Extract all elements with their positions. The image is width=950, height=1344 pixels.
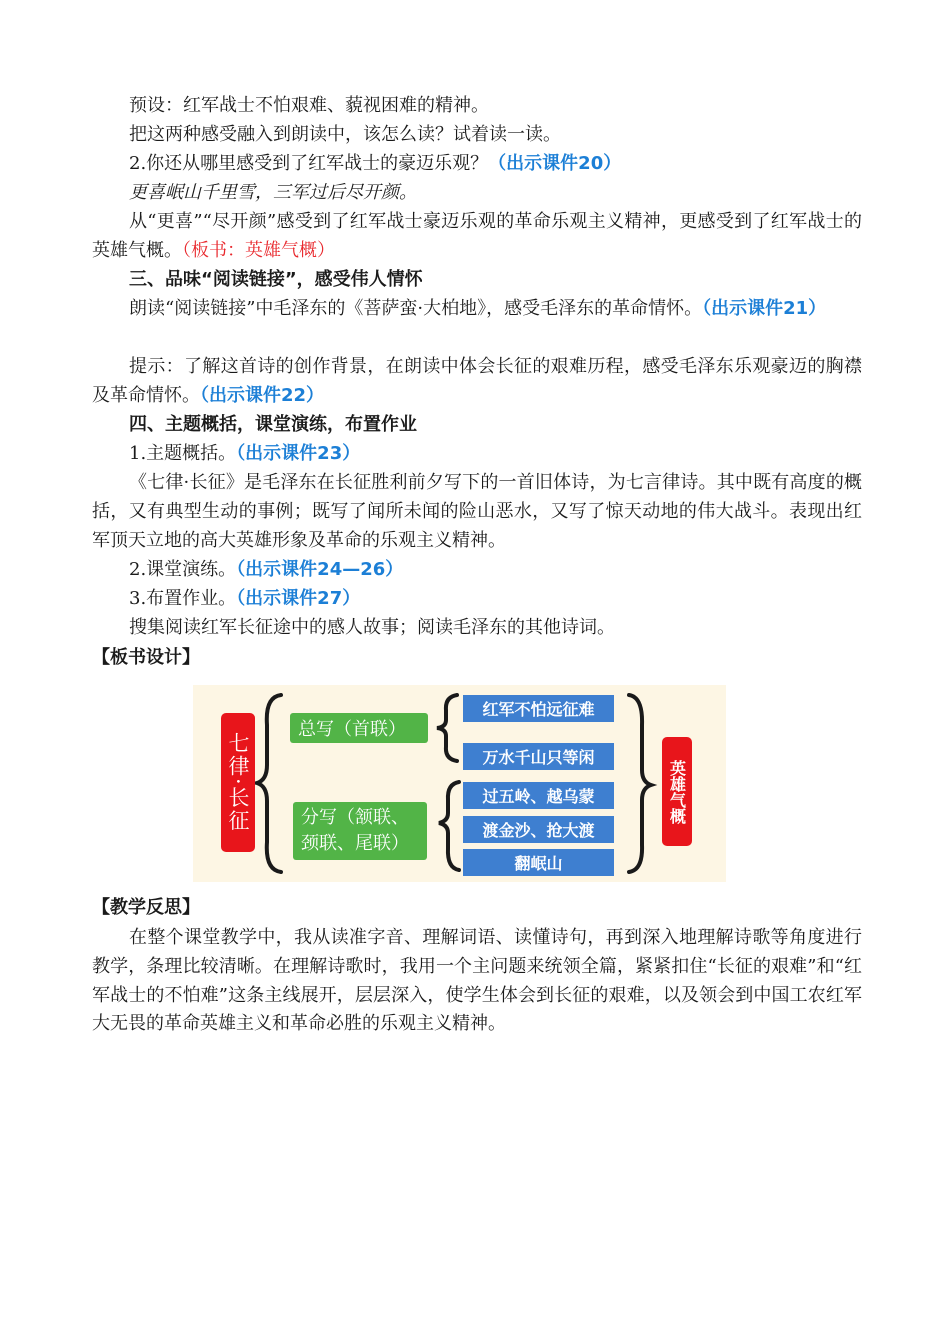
board-heading: 【板书设计】 bbox=[92, 647, 200, 668]
result-box: 英雄气概 bbox=[662, 737, 692, 846]
section-heading: 三、品味“阅读链接”，感受伟人情怀 bbox=[129, 269, 423, 290]
text-line: 搜集阅读红军长征途中的感人故事；阅读毛泽东的其他诗词。 bbox=[129, 617, 615, 638]
text-line: 预设：红军战士不怕艰难、藐视困难的精神。 bbox=[129, 95, 489, 116]
top-brace bbox=[437, 695, 457, 761]
top-item-box: 万水千山只等闲 bbox=[463, 743, 614, 770]
reflection-paragraph: 在整个课堂教学中，我从读准字音、理解词语、读懂诗句，再到深入地理解诗歌等角度进行教学，条理比较清晰。在理解诗歌时，我用一个主问题来统领全篇，紧紧扣住“长征的艰难”和“红军战士的不怕难”这条主线展开，层层深入，使学生体会到长征的艰难，以及领会到中国工农红军大无畏的革命英雄主义和革命必胜的乐观主义精神。 bbox=[92, 927, 862, 1035]
text-paragraph: 提示：了解这首诗的创作背景，在朗读中体会长征的艰难历程，感受毛泽东乐观豪迈的胸襟及革命情怀。（出示课件22） bbox=[92, 356, 862, 406]
text-line: 1.主题概括。（出示课件23） bbox=[129, 443, 361, 464]
bottom-item-box: 渡金沙、抢大渡 bbox=[463, 816, 614, 843]
text-paragraph: 朗读“阅读链接”中毛泽东的《菩萨蛮·大柏地》，感受毛泽东的革命情怀。（出示课件21） bbox=[129, 298, 827, 319]
left-brace bbox=[257, 695, 281, 872]
poem-line: 更喜岷山千里雪，三军过后尽开颜。 bbox=[129, 182, 417, 203]
overall-box: 总写（首联） bbox=[290, 713, 428, 743]
poem-title-box: 七律·长征 bbox=[221, 713, 255, 852]
detail-box: 分写（颔联、颈联、尾联） bbox=[293, 802, 427, 860]
section-heading: 四、主题概括，课堂演练，布置作业 bbox=[129, 414, 417, 435]
bottom-brace bbox=[439, 782, 459, 870]
text-line: 3.布置作业。（出示课件27） bbox=[129, 588, 361, 609]
bottom-item-box: 翻岷山 bbox=[463, 849, 614, 876]
brace-lines bbox=[193, 685, 726, 882]
board-diagram bbox=[193, 685, 726, 882]
text-paragraph: 从“更喜”“尽开颜”感受到了红军战士豪迈乐观的革命乐观主义精神，更感受到了红军战士的英雄气概。（板书：英雄气概） bbox=[92, 211, 862, 261]
text-line: 2.你还从哪里感受到了红军战士的豪迈乐观？（出示课件20） bbox=[129, 153, 622, 174]
text-line: 2.课堂演练。（出示课件24—26） bbox=[129, 559, 404, 580]
top-item-box: 红军不怕远征难 bbox=[463, 695, 614, 722]
reflection-heading: 【教学反思】 bbox=[92, 897, 200, 918]
text-line: 把这两种感受融入到朗读中，该怎么读？试着读一读。 bbox=[129, 124, 561, 145]
text-paragraph: 《七律·长征》是毛泽东在长征胜利前夕写下的一首旧体诗，为七言律诗。其中既有高度的概括，又有典型生动的事例；既写了闻所未闻的险山恶水，又写了惊天动地的伟大战斗。表现出红军顶天立地的高大英雄形象及革命的乐观主义精神。 bbox=[92, 472, 862, 551]
bottom-item-box: 过五岭、越乌蒙 bbox=[463, 782, 614, 809]
right-brace bbox=[629, 695, 651, 872]
